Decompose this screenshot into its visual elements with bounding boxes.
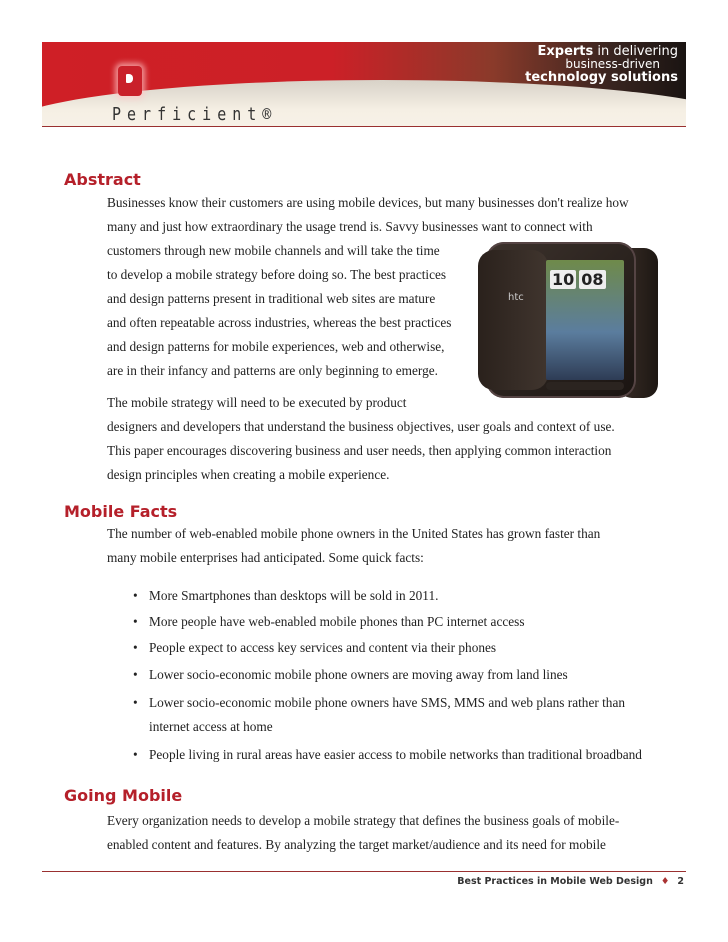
text-line: enabled content and features. By analyzing the target market/audience and its need for mobile: [107, 837, 606, 852]
text-line: The number of web-enabled mobile phone owners in the United States has grown faster than: [107, 526, 601, 541]
footer: Best Practices in Mobile Web Design ♦ 2: [457, 876, 684, 887]
text-line: and design patterns for mobile experiences, web and otherwise,: [107, 339, 445, 354]
heading-going-mobile: Going Mobile: [64, 786, 183, 805]
list-item: • Lower socio-economic mobile phone owners are moving away from land lines: [133, 667, 568, 682]
text-line: customers through new mobile channels and will take the time: [107, 243, 440, 258]
heading-mobile-facts: Mobile Facts: [64, 502, 178, 521]
htc-phone-image: htc 10 08: [478, 242, 668, 400]
text-line: Businesses know their customers are using mobile devices, but many businesses don't realize how: [107, 195, 629, 210]
text-line: designers and developers that understand the business objectives, user goals and context of use.: [107, 419, 615, 434]
text-line: This paper encourages discovering business and user needs, then applying common interaction: [107, 443, 612, 458]
tagline: Experts in delivering business-driven technology solutions: [525, 44, 678, 85]
logo-text: Perficient®: [112, 103, 278, 125]
heading-abstract: Abstract: [64, 170, 141, 189]
footer-rule: [42, 871, 686, 872]
list-item: • Lower socio-economic mobile phone owners have SMS, MMS and web plans rather than: [133, 695, 625, 710]
text-line: design principles when creating a mobile experience.: [107, 467, 390, 482]
list-item-continuation: internet access at home: [149, 719, 273, 734]
phone-clock: 10 08: [552, 270, 604, 289]
text-line: many and just how extraordinary the usage trend is. Savvy businesses want to connect with: [107, 219, 593, 234]
text-line: and often repeatable across industries, whereas the best practices: [107, 315, 452, 330]
phone-screen: [546, 260, 624, 380]
list-item: • More people have web-enabled mobile phones than PC internet access: [133, 614, 525, 629]
perficient-logo-icon: [118, 66, 142, 96]
text-line: to develop a mobile strategy before doing so. The best practices: [107, 267, 447, 282]
header-rule: [42, 126, 686, 127]
text-line: are in their infancy and patterns are only beginning to emerge.: [107, 363, 438, 378]
header-banner: [42, 42, 686, 126]
list-item: • People expect to access key services and content via their phones: [133, 640, 497, 655]
text-line: and design patterns present in traditional web sites are mature: [107, 291, 436, 306]
text-line: many mobile enterprises had anticipated. Some quick facts:: [107, 550, 424, 565]
text-line: Every organization needs to develop a mobile strategy that defines the business goals of mobile-: [107, 813, 620, 828]
page-number: 2: [677, 876, 684, 887]
list-item: • More Smartphones than desktops will be sold in 2011.: [133, 588, 439, 603]
text-line: The mobile strategy will need to be executed by product: [107, 395, 407, 410]
list-item: • People living in rural areas have easier access to mobile networks than traditional broadband: [133, 747, 642, 762]
